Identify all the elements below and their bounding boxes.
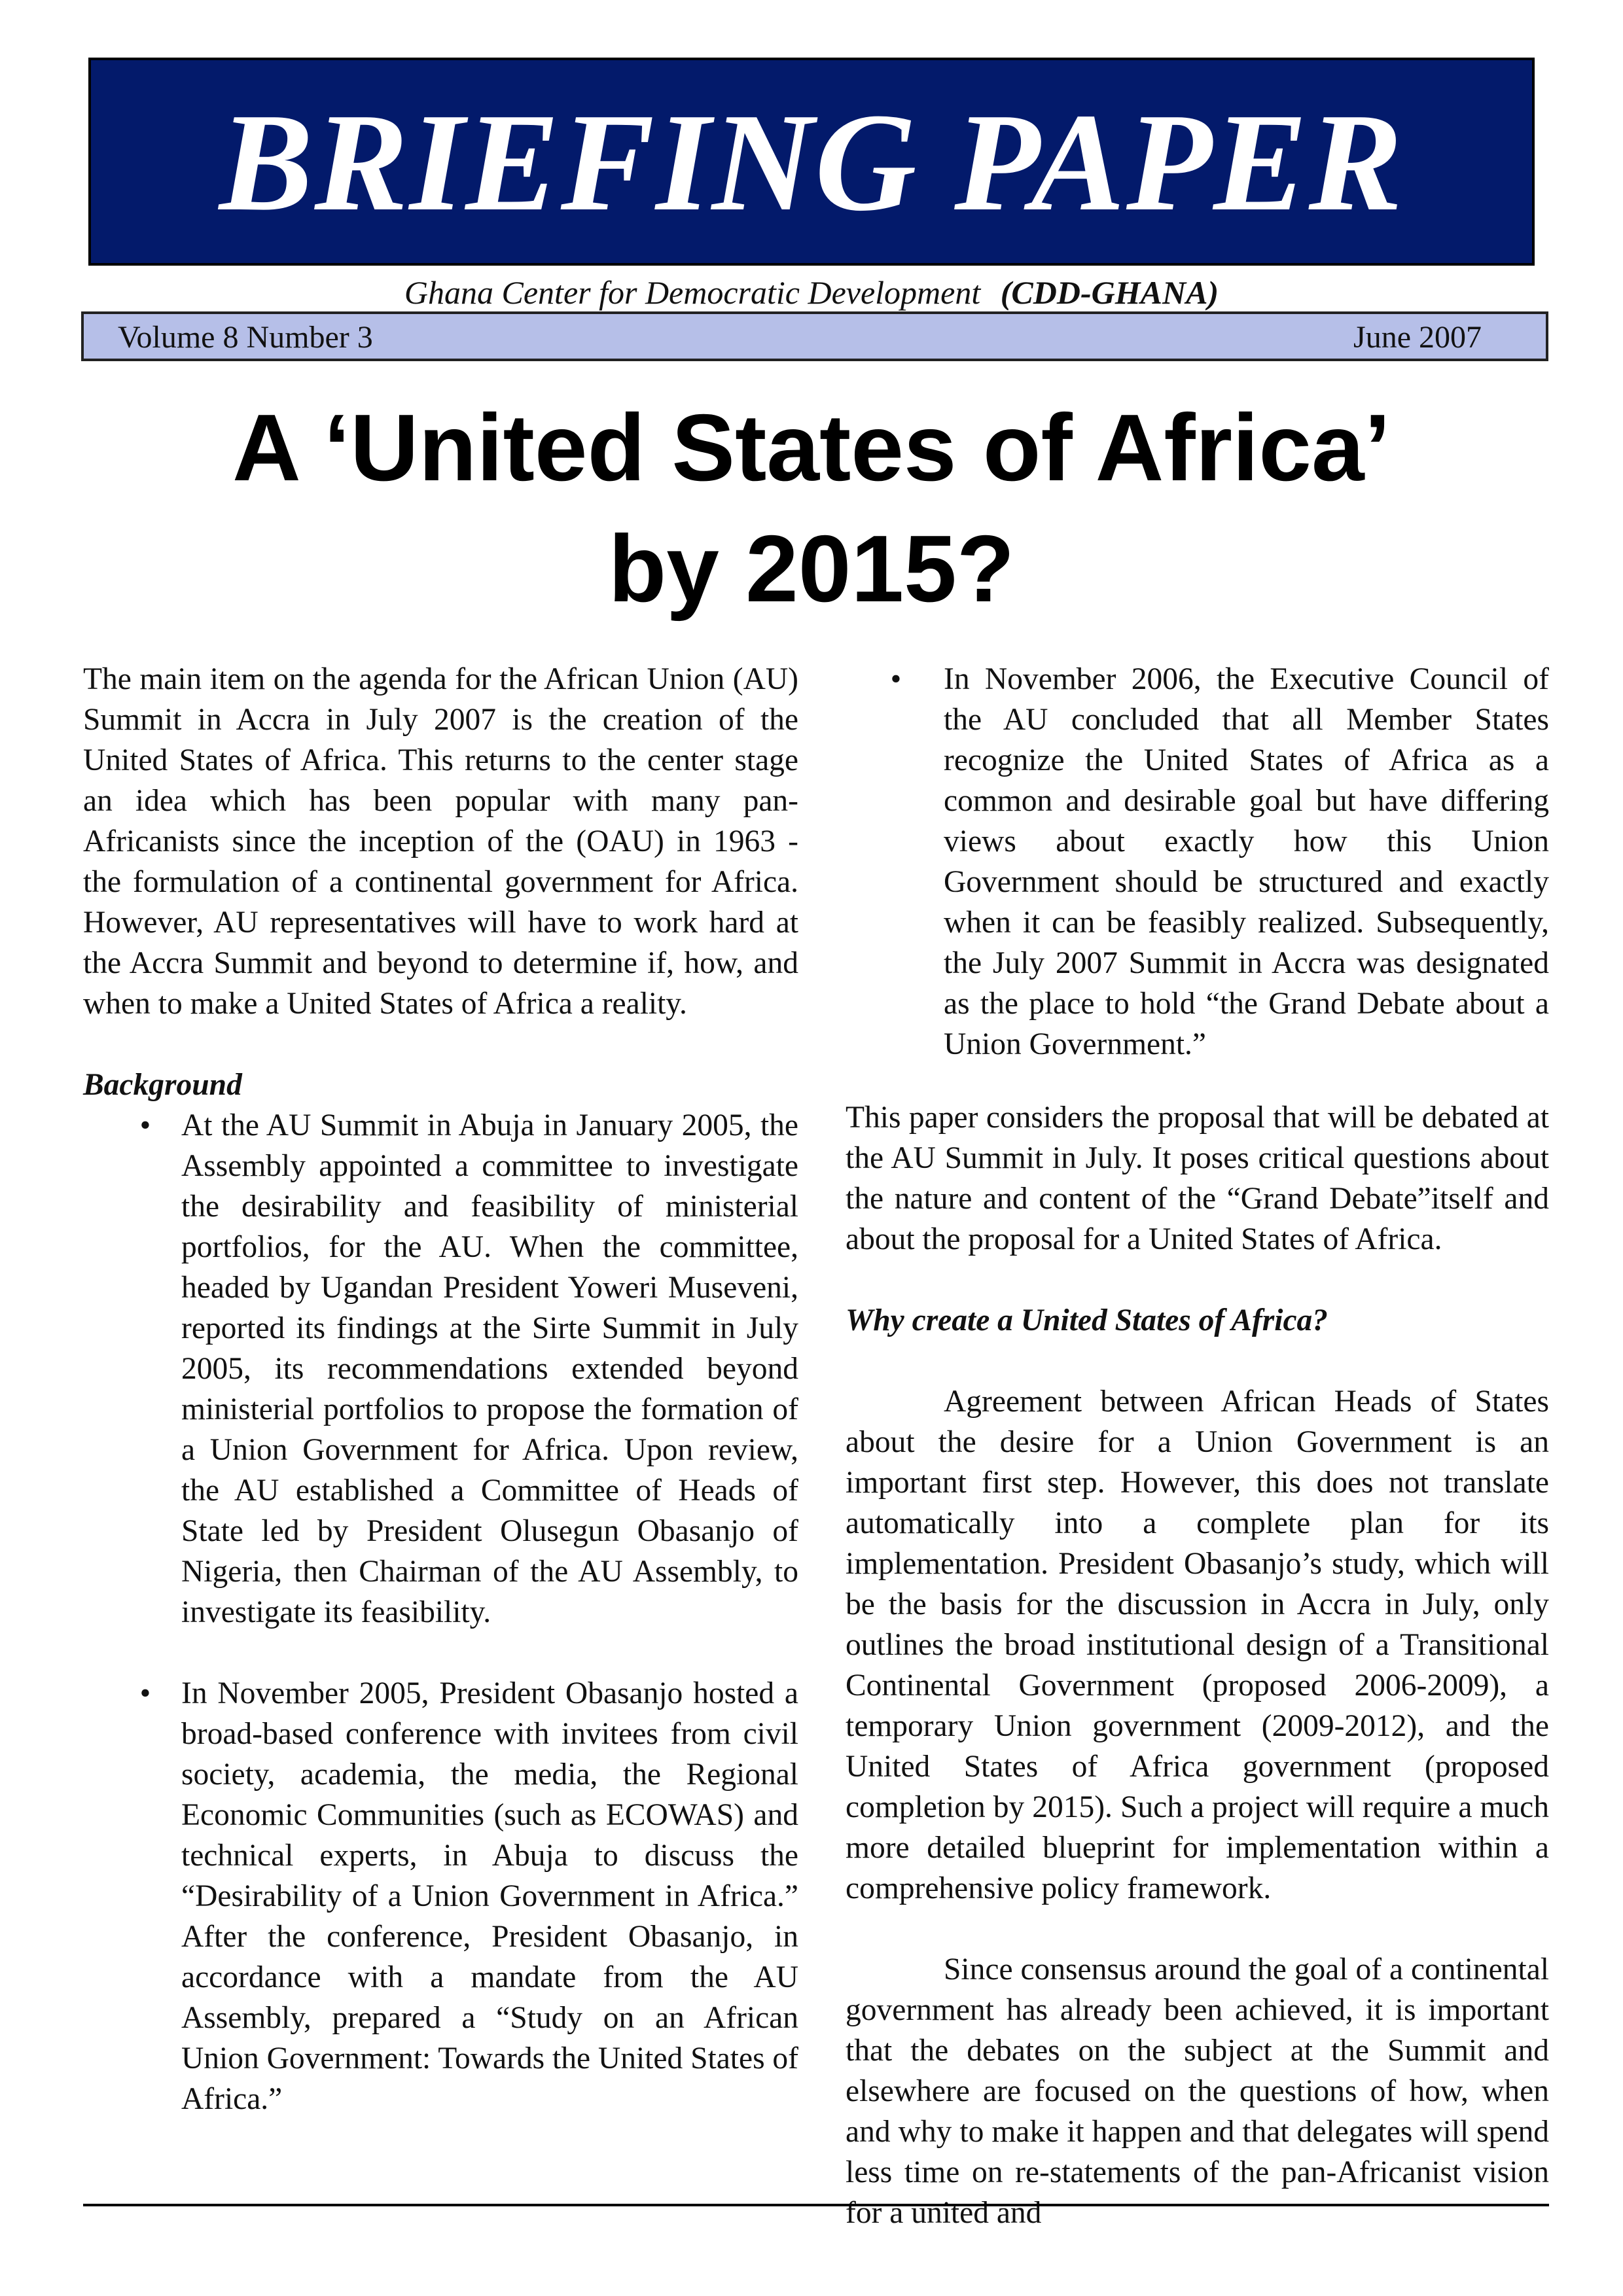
issue-date: June 2007 bbox=[1353, 320, 1482, 355]
bullet-item bbox=[83, 1105, 798, 1633]
bullet-text: At the AU Summit in Abuja in January 2005, the Assembly appointed a committee to investigate the desirability and feasibility of ministerial portfolios, for the AU. When the committee, headed by Ugandan President Yoweri Museveni, reported its findings at the Sirte Summit in July 2005, its recommendations extended beyond ministerial portfolios to propose the formation of a Union Government for Africa. Upon review, the AU established a Committee of Heads of State led by President Olusegun Obasanjo of Nigeria, then Chairman of the AU Assembly, to investigate its feasibility. bbox=[181, 1108, 798, 1629]
headline-line-1: A ‘United States of Africa’ bbox=[232, 395, 1391, 501]
right-column bbox=[846, 659, 1549, 2233]
bullet-icon: • bbox=[139, 1676, 151, 1710]
section-heading-background: Background bbox=[83, 1068, 242, 1102]
paper-purpose-paragraph: This paper considers the proposal that will be debated at the AU Summit in July. It poses critical questions about the nature and content of the “Grand Debate”itself and about the proposal for a United States of Africa. bbox=[846, 1101, 1549, 1256]
bullet-item bbox=[83, 1673, 798, 2119]
volume-number: Volume 8 Number 3 bbox=[118, 320, 373, 355]
agreement-paragraph: Agreement between African Heads of States about the desire for a Union Government is an important first step. However, this does not translate automatically into a complete plan for its implementation. President Obasanjo’s study, which will be the basis for the discussion in Accra in July, only outlines the broad institutional design of a Transitional Continental Government (proposed 2006-2009), a temporary Union government (2009-2012), and the United States of Africa government (proposed completion by 2015). Such a project will require a much more detailed blueprint for implementation within a comprehensive policy framework. bbox=[846, 1385, 1549, 1905]
intro-paragraph: The main item on the agenda for the African Union (AU) Summit in Accra in July 2007 is the creation of the United States of Africa. This returns to the center stage an idea which has been popular with many pan-Africanists since the inception of the (OAU) in 1963 - the formulation of a continental government for Africa. However, AU representatives will have to work hard at the Accra Summit and beyond to determine if, how, and when to make a United States of Africa a reality. bbox=[83, 662, 798, 1021]
footer-rule bbox=[83, 2204, 1549, 2206]
headline-line-2: by 2015? bbox=[608, 516, 1015, 622]
masthead-banner bbox=[88, 58, 1535, 266]
right-bullet-list bbox=[846, 659, 1549, 1065]
headline bbox=[88, 387, 1535, 629]
organization-abbr: (CDD-GHANA) bbox=[1000, 274, 1219, 311]
section-heading-why: Why create a United States of Africa? bbox=[846, 1303, 1329, 1337]
background-bullet-list bbox=[83, 1105, 798, 2119]
bullet-item bbox=[846, 659, 1549, 1065]
bullet-icon: • bbox=[890, 662, 902, 696]
masthead-title: BRIEFING PAPER bbox=[219, 83, 1404, 240]
left-column bbox=[83, 659, 798, 2119]
volume-bar bbox=[81, 311, 1548, 361]
bullet-icon: • bbox=[139, 1108, 151, 1142]
bullet-text: In November 2006, the Executive Council of the AU concluded that all Member States recognize the United States of Africa as a common and desirable goal but have differing views about exactly how this Union Government should be structured and exactly when it can be feasibly realized. Subsequently, the July 2007 Summit in Accra was designated as the place to hold “the Grand Debate about a Union Government.” bbox=[944, 662, 1549, 1061]
bullet-text: In November 2005, President Obasanjo hosted a broad-based conference with invitees from civil society, academia, the media, the Regional Economic Communities (such as ECOWAS) and technical experts, in Abuja to discuss the “Desirability of a Union Government in Africa.” After the conference, President Obasanjo, in accordance with a mandate from the AU Assembly, prepared a “Study on an African Union Government: Towards the United States of Africa.” bbox=[181, 1676, 798, 2116]
organization-line bbox=[88, 274, 1535, 311]
organization-name: Ghana Center for Democratic Development bbox=[404, 274, 981, 311]
consensus-paragraph: Since consensus around the goal of a continental government has already been achieved, it is important that the debates on the subject at the Summit and elsewhere are focused on the questions of how, when and why to make it happen and that delegates will spend less time on re-statements of the pan-Africanist vision for a united and bbox=[846, 1952, 1549, 2230]
